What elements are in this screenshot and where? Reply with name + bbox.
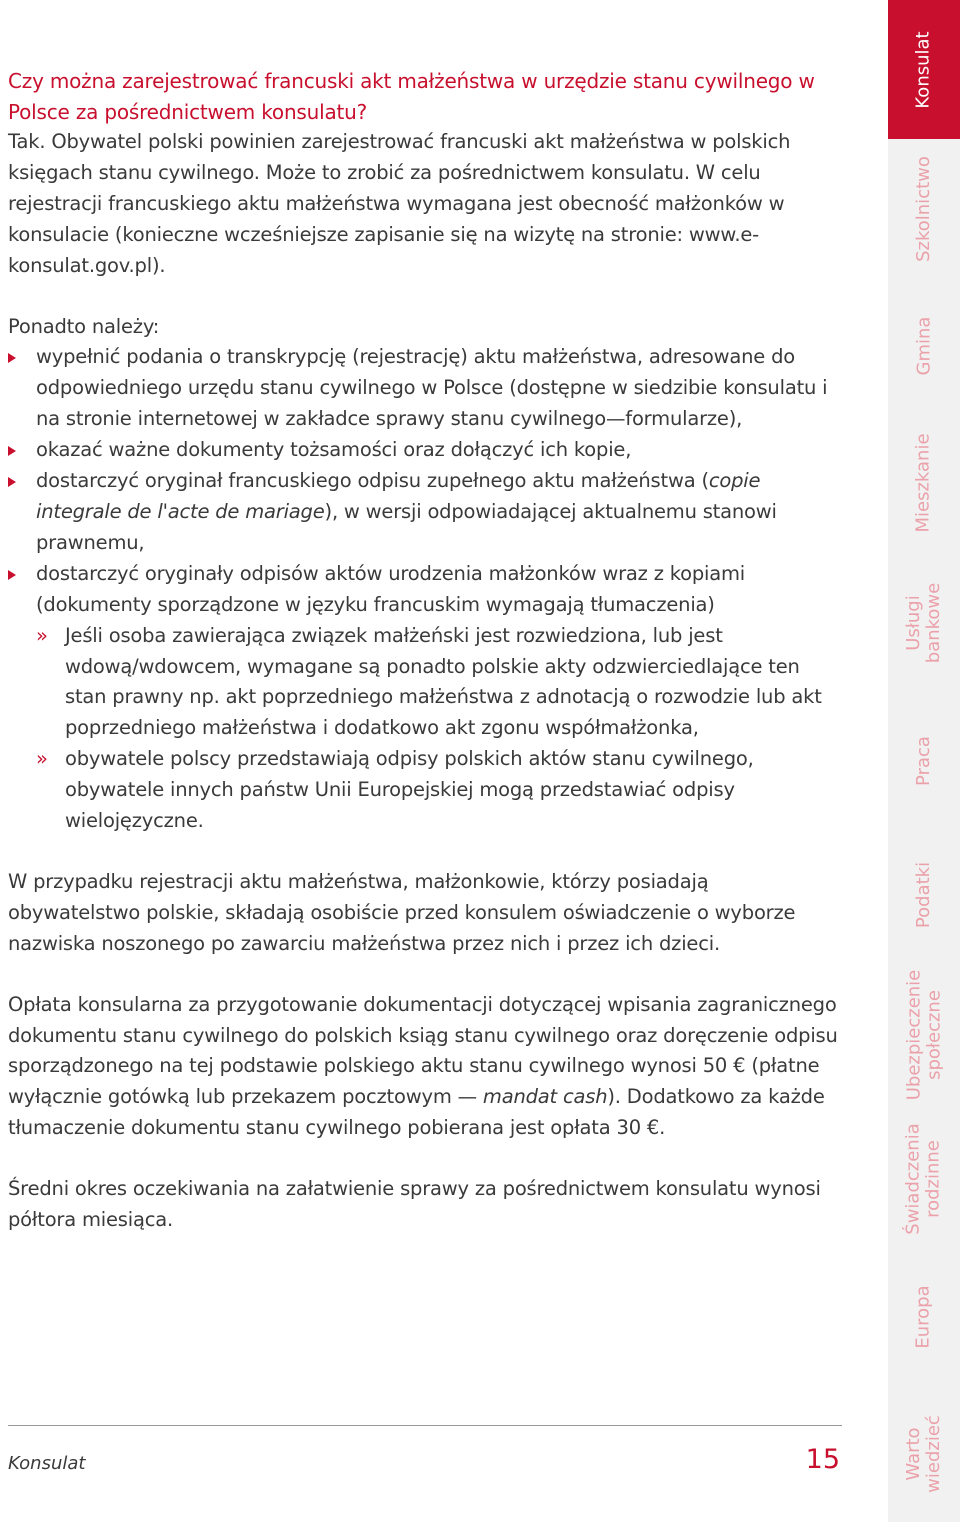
main-content [8,66,842,1236]
tab-podatki[interactable] [888,829,960,961]
fee-paragraph [8,990,842,1145]
tab-label: Szkolnictwo [913,156,934,262]
tab-label: Ubezpieczenie społeczne [903,969,944,1101]
requirements-list [8,342,842,620]
tab-warto-wiedziec[interactable] [888,1385,960,1522]
tab-label: Europa [912,1285,934,1349]
sub-list [8,621,842,837]
list-item-text: wypełnić podania o transkrypcję (rejestrację) aktu małżeństwa, adresowane do odpowiedniego urzędu stanu cywilnego w Polsce (dostępne w siedzibie konsulatu i na stronie internetowej w zakładce sprawy stanu cywilnego—formularze), [36,345,828,431]
tab-szkolnictwo[interactable] [888,139,960,279]
tab-uslugi-bankowe[interactable] [888,553,960,693]
double-chevron-icon: » [36,747,48,771]
tab-konsulat[interactable] [888,0,960,139]
footer-divider [8,1425,842,1426]
footer-section-label: Konsulat [8,1453,86,1474]
waiting-time-paragraph: Średni okres oczekiwania na załatwienie sprawy za pośrednictwem konsulatu wynosi półtora miesiąca. [8,1177,821,1232]
sub-list-item-text: obywatele polscy przedstawiają odpisy polskich aktów stanu cywilnego, obywatele innych państw Unii Europejskiej mogą przedstawiać odpisy wielojęzyczne. [65,747,754,833]
fee-text: ). Dodatkowo za każde tłumaczenie dokumentu stanu cywilnego pobierana jest opłata 30 €. [8,1085,825,1140]
list-item-italic: copie integrale de l'acte de mariage [36,469,761,523]
list-item-text: dostarczyć oryginały odpisów aktów urodzenia małżonków wraz z kopiami (dokumenty sporządzone w języku francuskim wymagają tłumaczenia) [36,561,746,616]
tab-ubezpieczenie-spoleczne[interactable] [888,961,960,1109]
list-item [8,342,842,435]
sub-list-item-text: Jeśli osoba zawierająca związek małżeński jest rozwiedziona, lub jest wdową/wdowcem, wymagane są ponadto polskie akty odzwierciedlające ten stan prawny np. akt poprzedniego małżeństwa z adnotacją o rozwodzie lub akt poprzedniego małżeństwa i dodatkowo akt zgonu współmałżonka, [65,623,822,740]
page-number: 15 [805,1444,840,1475]
tab-label: Podatki [912,861,934,929]
surname-paragraph: W przypadku rejestracji aktu małżeństwa, małżonkowie, którzy posiadają obywatelstwo polskie, składają osobiście przed konsulem oświadczenie o wyborze nazwiska noszonego po zawarciu małżeństwa przez nich i przez ich dzieci. [8,869,796,955]
fee-text: Opłata konsularna za przygotowanie dokumentacji dotyczącej wpisania zagranicznego dokumentu stanu cywilnego do polskich ksiąg stanu cywilnego oraz doręczenie odpisu sporządzonego na tej podstawie polskiego aktu stanu cywilnego wynosi 50 € (płatne wyłącznie gotówką lub przekazem pocztowym — [8,992,838,1109]
list-item [8,435,842,466]
tab-europa[interactable] [888,1249,960,1385]
tab-label: Gmina [912,316,934,376]
tab-mieszkanie[interactable] [888,413,960,553]
tab-label: Praca [913,736,934,786]
arrow-bullet-icon [8,446,16,456]
question-heading: Czy można zarejestrować francuski akt małżeństwa w urzędzie stanu cywilnego w Polsce za pośrednictwem konsulatu? [8,69,815,124]
sub-list-item [36,744,842,837]
list-item-text: okazać ważne dokumenty tożsamości oraz dołączyć ich kopie, [36,438,632,462]
intro-paragraph: Tak. Obywatel polski powinien zarejestrować francuski akt małżeństwa w polskich księgach stanu cywilnego. Może to zrobić za pośrednictwem konsulatu. W celu rejestracji francuskiego aktu małżeństwa wymagana jest obecność małżonków w konsulacie (konieczne wcześniejsze zapisanie się na wizytę na stronie: www.e-konsulat.gov.pl). [8,130,791,277]
tab-label: Mieszkanie [913,433,934,533]
sub-list-item [36,621,842,745]
arrow-bullet-icon [8,477,16,487]
tab-label: Konsulat [913,30,935,109]
list-item-text: ), w wersji odpowiadającej aktualnemu stanowi prawnemu, [36,499,777,554]
list-item [8,466,842,559]
list-item-text: dostarczyć oryginał francuskiego odpisu zupełnego aktu małżeństwa ( [36,469,709,493]
fee-italic: mandat cash [482,1085,608,1109]
tab-label: Świadczenia rodzinne [903,1123,944,1235]
arrow-bullet-icon [8,353,16,363]
arrow-bullet-icon [8,570,16,580]
tab-gmina[interactable] [888,279,960,413]
tab-praca[interactable] [888,693,960,829]
tab-swiadczenia-rodzinne[interactable] [888,1109,960,1249]
double-chevron-icon: » [36,623,48,647]
list-item [8,559,842,621]
lead-text: Ponadto należy: [8,314,160,338]
tab-label: Usługi bankowe [903,582,944,664]
tab-label: Warto wiedzieć [903,1414,944,1493]
